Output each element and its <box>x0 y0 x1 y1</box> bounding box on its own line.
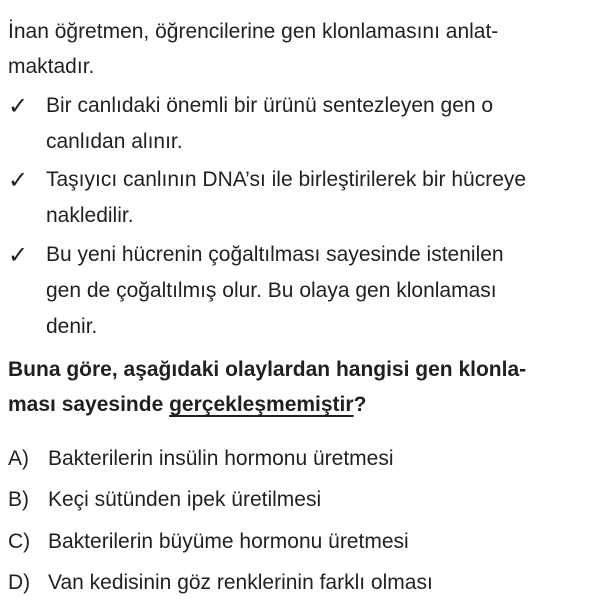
option-text: Van kedisinin göz renklerinin farklı olması <box>48 571 433 594</box>
check-icon: ✓ <box>8 166 29 194</box>
option-text: Keçi sütünden ipek üretilmesi <box>48 488 322 511</box>
bullet-item <box>8 162 596 234</box>
question-line-start: ması sayesinde <box>8 393 170 416</box>
option-d[interactable] <box>8 568 596 598</box>
option-letter: C) <box>8 530 31 553</box>
question-line: Buna göre, aşağıdaki olaylardan hangisi gen klonla- <box>8 358 527 381</box>
bullet-line: Taşıyıcı canlının DNA’sı ile birleştirilerek bir hücreye <box>46 168 527 191</box>
question-mark: ? <box>353 393 367 416</box>
bullet-line: nakledilir. <box>46 204 134 227</box>
bullet-text <box>46 88 589 160</box>
negative-keyword: gerçekleşmemiştir <box>169 393 354 416</box>
option-b[interactable] <box>8 485 596 515</box>
bullet-item <box>8 88 596 160</box>
check-icon: ✓ <box>8 92 29 120</box>
option-letter: A) <box>8 447 29 470</box>
check-icon: ✓ <box>8 241 29 269</box>
option-a[interactable] <box>8 444 596 474</box>
bullet-line: gen de çoğaltılmış olur. Bu olaya gen klonlaması <box>46 279 497 302</box>
bullet-text <box>46 162 589 234</box>
option-text: Bakterilerin insülin hormonu üretmesi <box>48 447 394 470</box>
intro-line: maktadır. <box>8 55 95 78</box>
option-letter: D) <box>8 571 31 594</box>
intro-paragraph <box>8 14 588 84</box>
bullet-line: denir. <box>46 315 98 338</box>
option-c[interactable] <box>8 527 596 557</box>
bullet-line: Bu yeni hücrenin çoğaltılması sayesinde istenilen <box>46 243 504 266</box>
option-letter: B) <box>8 488 29 511</box>
bullet-text <box>46 237 589 345</box>
intro-line: İnan öğretmen, öğrencilerine gen klonlamasını anlat- <box>8 20 499 43</box>
bullet-line: canlıdan alınır. <box>46 130 183 153</box>
option-text: Bakterilerin büyüme hormonu üretmesi <box>48 530 409 553</box>
bullet-line: Bir canlıdaki önemli bir ürünü sentezleyen gen o <box>46 94 494 117</box>
question-stem <box>8 352 592 422</box>
bullet-item <box>8 237 596 345</box>
